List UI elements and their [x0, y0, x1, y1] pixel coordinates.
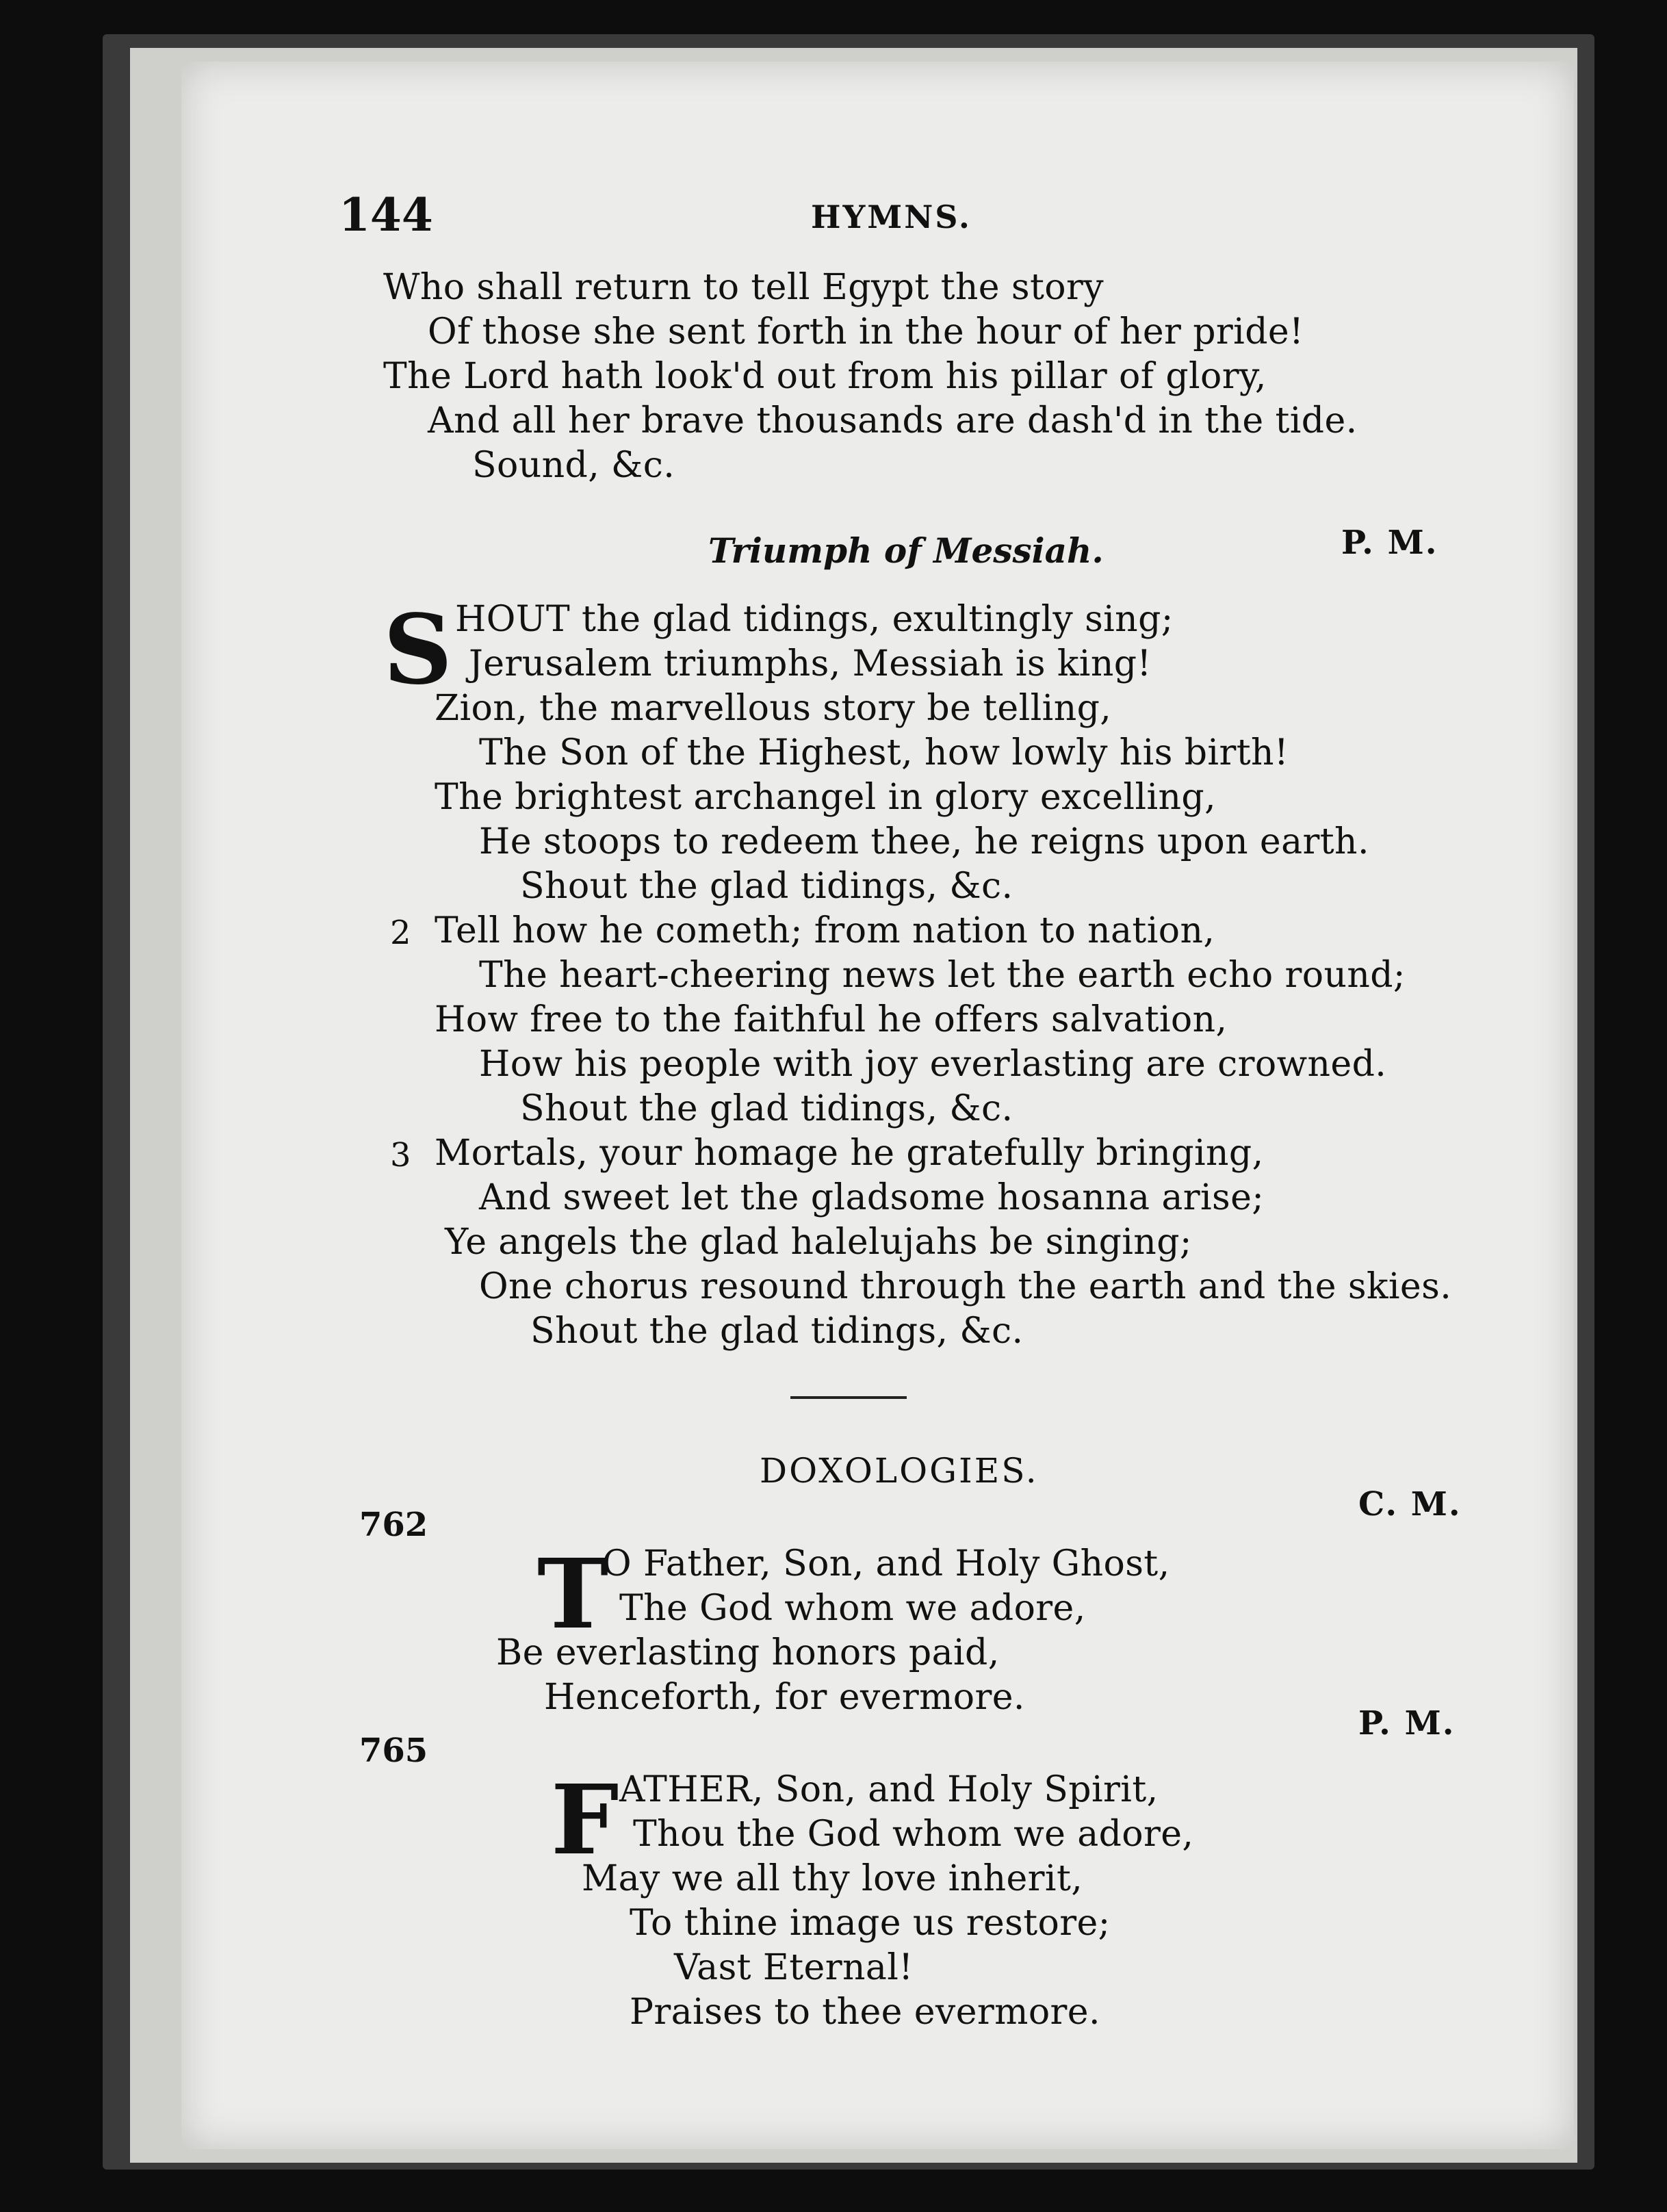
verse-line: The Son of the Highest, how lowly his birth! — [479, 732, 1289, 773]
verse-line: Zion, the marvellous story be telling, — [435, 688, 1112, 729]
book-page — [181, 62, 1574, 2149]
drop-cap: S — [383, 594, 453, 706]
refrain-line: Shout the glad tidings, &c. — [520, 866, 1013, 907]
verse-number: 2 — [390, 914, 411, 952]
verse-line: Henceforth, for evermore. — [544, 1677, 1025, 1718]
doxology-meter: C. M. — [1358, 1485, 1462, 1523]
verse-line: Mortals, your homage he gratefully bringing, — [435, 1133, 1264, 1174]
verse-line: Vast Eternal! — [674, 1947, 914, 1988]
verse-line: Be everlasting honors paid, — [496, 1632, 1000, 1673]
verse-line: One chorus resound through the earth and the skies. — [479, 1266, 1452, 1307]
doxology-number: 762 — [359, 1506, 428, 1544]
verse-line: Thou the God whom we adore, — [633, 1814, 1194, 1855]
refrain-line: Shout the glad tidings, &c. — [530, 1311, 1024, 1352]
verse-line: The heart-cheering news let the earth echo round; — [479, 955, 1406, 996]
hymn-meter: P. M. — [1341, 524, 1438, 562]
doxology-number: 765 — [359, 1732, 428, 1770]
doxology-meter: P. M. — [1358, 1704, 1456, 1742]
verse-line: And all her brave thousands are dash'd in the tide. — [428, 400, 1358, 441]
refrain-line: Shout the glad tidings, &c. — [520, 1088, 1013, 1129]
verse-line: HOUT the glad tidings, exultingly sing; — [455, 599, 1174, 640]
page-number: 144 — [339, 188, 433, 242]
verse-line: Jerusalem triumphs, Messiah is king! — [469, 643, 1152, 684]
running-title: HYMNS. — [811, 198, 972, 235]
verse-line: O Father, Son, and Holy Ghost, — [602, 1543, 1170, 1584]
verse-line: How his people with joy everlasting are crowned. — [479, 1044, 1387, 1085]
verse-line: The God whom we adore, — [619, 1588, 1086, 1629]
verse-line: And sweet let the gladsome hosanna arise; — [479, 1177, 1265, 1218]
verse-line: The Lord hath look'd out from his pillar of glory, — [383, 356, 1267, 397]
verse-line: ATHER, Son, and Holy Spirit, — [619, 1769, 1159, 1810]
drop-cap: F — [551, 1764, 619, 1877]
verse-number: 3 — [390, 1136, 411, 1174]
verse-line: Ye angels the glad halelujahs be singing; — [445, 1222, 1192, 1263]
verse-line: Who shall return to tell Egypt the story — [383, 267, 1104, 308]
verse-line: Tell how he cometh; from nation to nation, — [435, 910, 1215, 951]
section-heading: DOXOLOGIES. — [760, 1451, 1039, 1491]
refrain-line: Sound, &c. — [472, 445, 675, 486]
verse-line: The brightest archangel in glory excelling, — [435, 777, 1217, 818]
drop-cap: T — [537, 1539, 609, 1651]
verse-line: He stoops to redeem thee, he reigns upon earth. — [479, 821, 1369, 862]
verse-line: Of those she sent forth in the hour of her pride! — [428, 311, 1304, 352]
verse-line: How free to the faithful he offers salvation, — [435, 999, 1228, 1040]
verse-line: Praises to thee evermore. — [630, 1992, 1100, 2033]
hymn-title: Triumph of Messiah. — [708, 530, 1104, 571]
section-divider — [790, 1396, 907, 1399]
verse-line: To thine image us restore; — [630, 1903, 1111, 1944]
verse-line: May we all thy love inherit, — [582, 1858, 1083, 1899]
